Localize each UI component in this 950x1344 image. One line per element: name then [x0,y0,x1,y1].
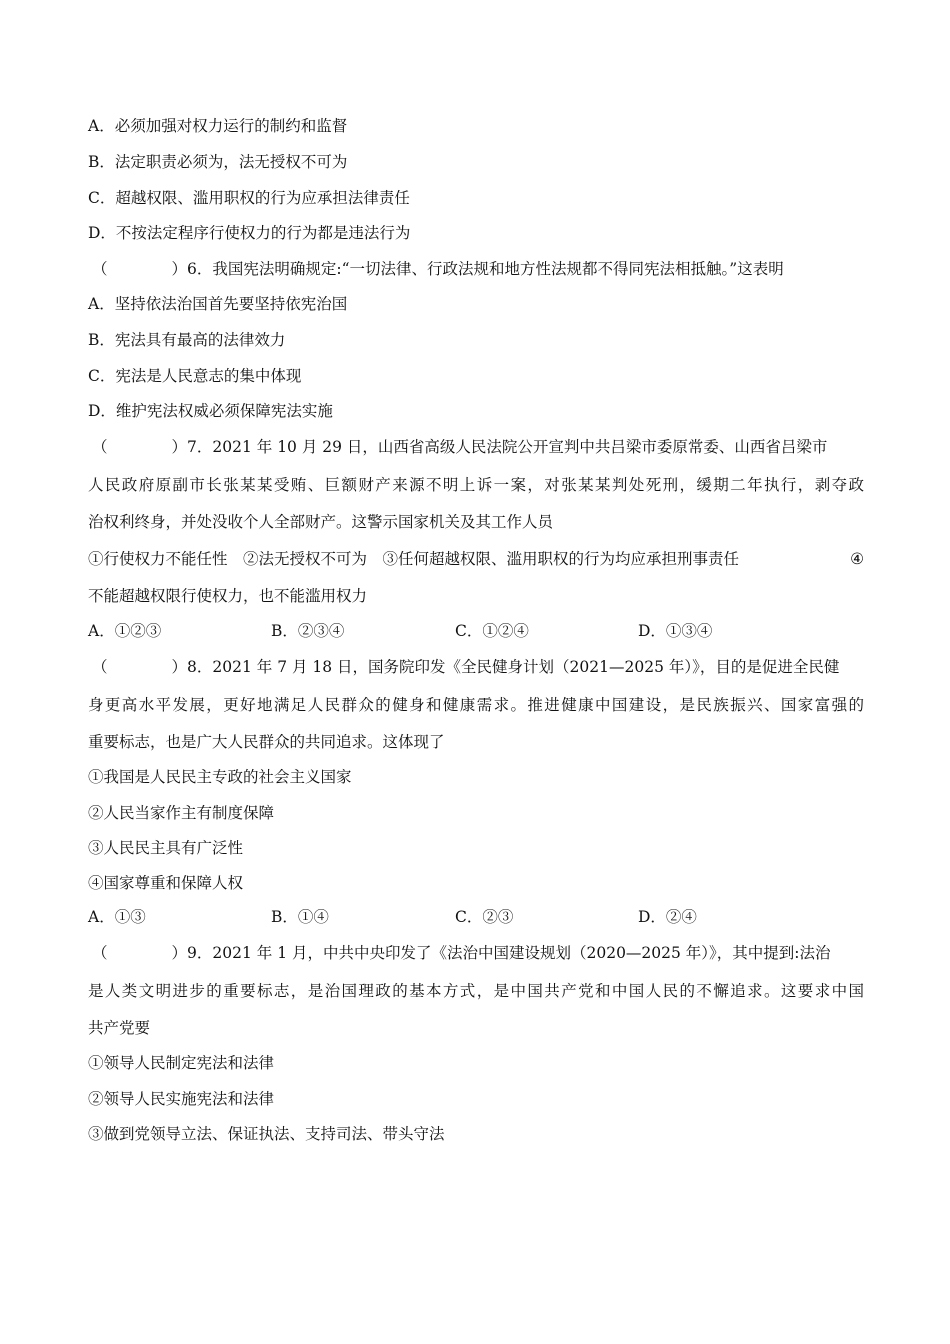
q9-statement-2: ②领导人民实施宪法和法律 [88,1090,275,1108]
q8-statement-1: ①我国是人民民主专政的社会主义国家 [88,768,352,786]
q6-option-b: B．宪法具有最高的法律效力 [88,331,286,349]
q8-stem-line-3: 重要标志，也是广大人民群众的共同追求。这体现了 [88,733,445,751]
q8-answer-close: ） [171,658,188,676]
q7-stem-line-2: 人民政府原副市长张某某受贿、巨额财产来源不明上诉一案，对张某某判处死刑，缓期二年执行，剥夺政 [88,476,864,494]
q5-option-b: B．法定职责必须为，法无授权不可为 [88,153,348,171]
q8-stem-line-1 [92,656,868,678]
q6-stem-line [92,258,868,280]
q7-statements-1-3: ①行使权力不能任性 ②法无授权不可为 ③任何超越权限、滥用职权的行为均应承担刑事责任 [88,550,740,568]
q7-stem-line-1 [92,436,868,458]
q7-statement-line-2: 不能超越权限行使权力，也不能滥用权力 [88,587,368,605]
q7-stem-line-3: 治权利终身，并处没收个人全部财产。这警示国家机关及其工作人员 [88,513,554,531]
q9-stem-line-3: 共产党要 [88,1019,151,1037]
q8-statement-2: ②人民当家作主有制度保障 [88,804,275,822]
q8-stem-line-2: 身更高水平发展，更好地满足人民群众的健身和健康需求。推进健康中国建设，是民族振兴、国家富强的 [88,696,864,714]
q8-choice-b: B．①④ [271,908,329,926]
q9-stem-part-1: 9．2021 年 1 月，中共中央印发了《法治中国建设规划（2020—2025 年）》，其中提到:法治 [187,944,831,962]
q9-stem-line-2: 是人类文明进步的重要标志，是治国理政的基本方式，是中国共产党和中国人民的不懈追求。这要求中国 [88,982,864,1000]
q7-statement-4-marker: ④ [850,550,864,568]
q9-statement-3: ③做到党领导立法、保证执法、支持司法、带头守法 [88,1125,445,1143]
q9-statement-1: ①领导人民制定宪法和法律 [88,1054,275,1072]
q8-statement-4: ④国家尊重和保障人权 [88,874,244,892]
q7-statement-line-1 [88,548,864,570]
q6-answer-open: （ [92,260,108,278]
q8-answer-open: （ [92,658,108,676]
q5-option-c: C．超越权限、滥用职权的行为应承担法律责任 [88,189,410,207]
q8-choice-d: D．②④ [638,908,697,926]
q7-answer-close: ） [171,438,188,456]
q7-answer-open: （ [92,438,108,456]
q7-choice-c: C．①②④ [455,622,529,640]
q8-statement-3: ③人民民主具有广泛性 [88,839,244,857]
q5-option-d: D．不按法定程序行使权力的行为都是违法行为 [88,224,411,242]
q9-stem-line-1 [92,942,868,964]
q6-option-d: D．维护宪法权威必须保障宪法实施 [88,402,333,420]
q7-choice-b: B．②③④ [271,622,345,640]
q8-choice-a: A．①③ [88,908,146,926]
q6-stem: 6．我国宪法明确规定:“一切法律、行政法规和地方性法规都不得同宪法相抵触。”这表明 [187,260,784,278]
q7-choice-a: A．①②③ [88,622,162,640]
q6-option-a: A．坚持依法治国首先要坚持依宪治国 [88,295,348,313]
q6-option-c: C．宪法是人民意志的集中体现 [88,367,302,385]
q5-option-a: A．必须加强对权力运行的制约和监督 [88,117,348,135]
q9-answer-open: （ [92,944,108,962]
q6-answer-close: ） [171,260,188,278]
q9-answer-close: ） [171,944,188,962]
q7-stem-part-1: 7．2021 年 10 月 29 日，山西省高级人民法院公开宣判中共吕梁市委原常委、山西省吕梁市 [187,438,828,456]
q7-choice-d: D．①③④ [638,622,713,640]
q8-stem-part-1: 8．2021 年 7 月 18 日，国务院印发《全民健身计划（2021—2025 年）》，目的是促进全民健 [187,658,840,676]
q8-choice-c: C．②③ [455,908,514,926]
